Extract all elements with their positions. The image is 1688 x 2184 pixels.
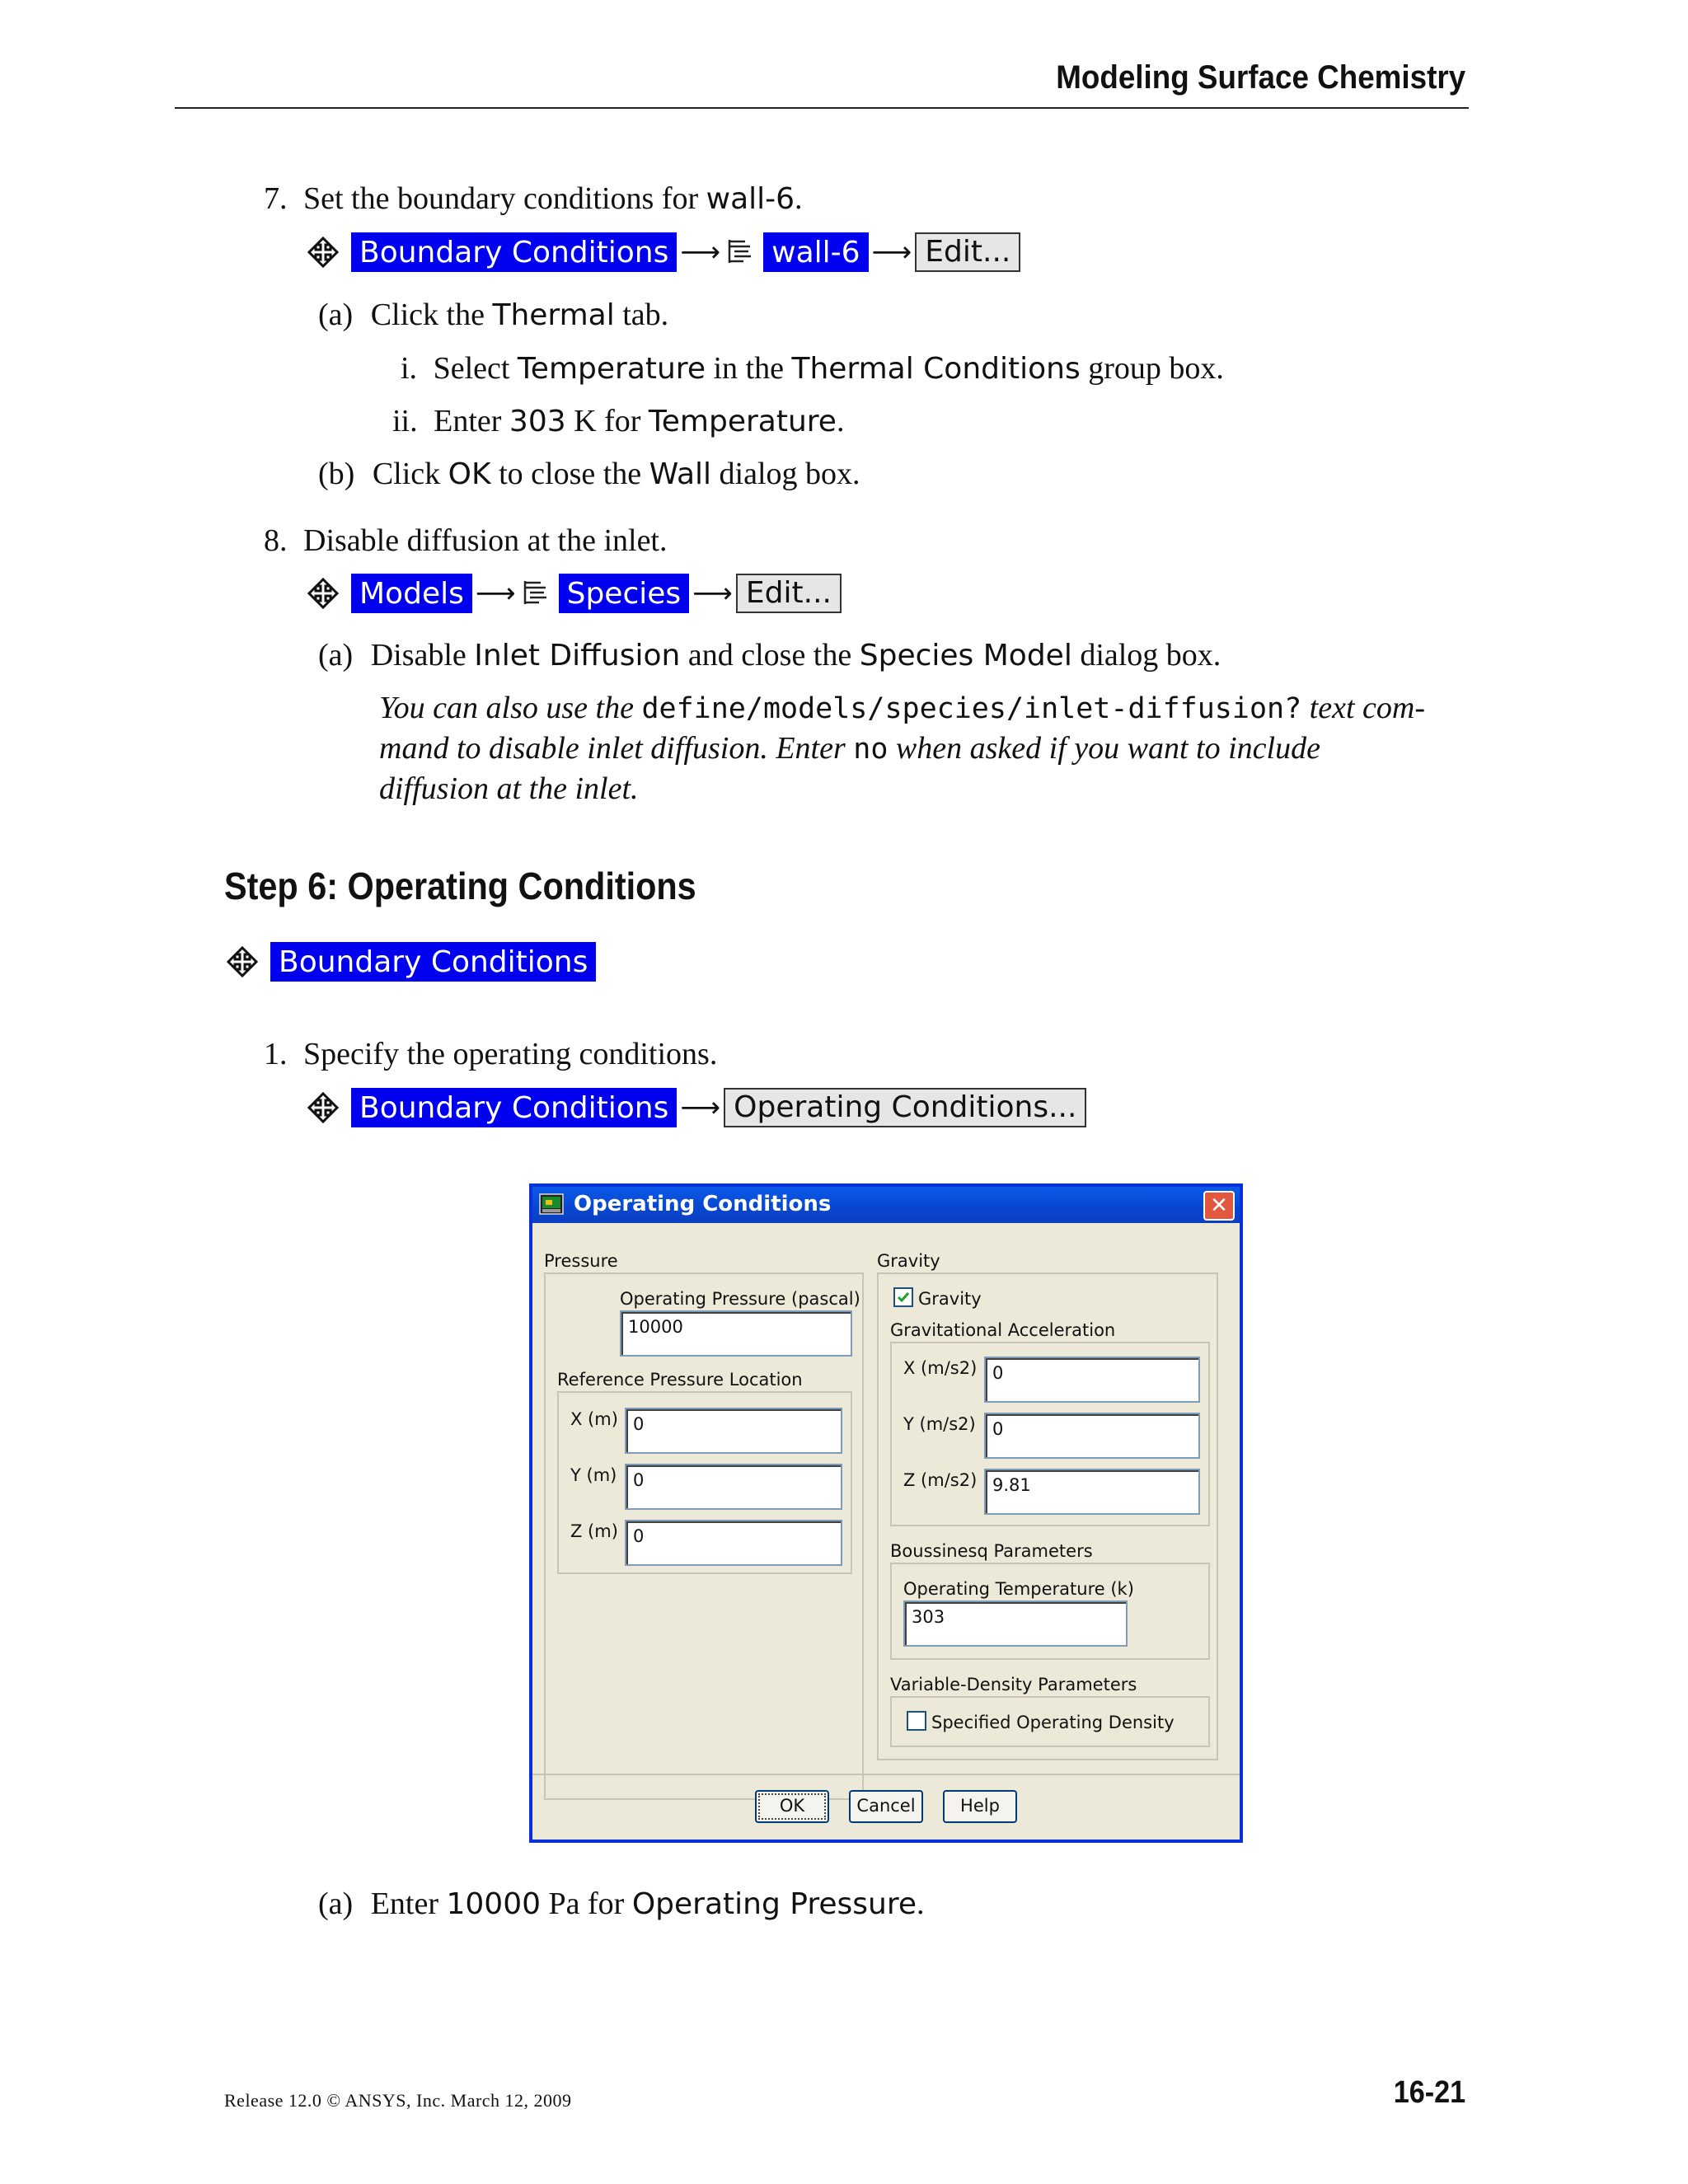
step8-a-t3: and close the — [680, 638, 860, 673]
button-separator — [532, 1774, 1240, 1775]
step1-nav — [307, 1086, 1086, 1129]
step1-text: Specify the operating conditions. — [303, 1037, 718, 1071]
ref-x-input[interactable]: 0 — [625, 1408, 842, 1454]
step1-a-value: 10000 — [446, 1887, 542, 1921]
step7-line — [264, 179, 803, 219]
wall-6-item[interactable]: wall-6 — [763, 232, 868, 272]
temperature-ref: Temperature — [517, 352, 706, 386]
step7-b-t5: dialog box. — [711, 457, 860, 491]
note-line-2 — [379, 729, 1320, 769]
step6-nav — [226, 940, 596, 983]
edit-button[interactable]: Edit... — [915, 232, 1020, 272]
dialog-title: Operating Conditions — [574, 1192, 832, 1216]
footer-release: Release 12.0 © ANSYS, Inc. March 12, 2009 — [224, 2090, 572, 2111]
boundary-conditions-button[interactable]: Boundary Conditions — [351, 1088, 677, 1127]
ok-button[interactable]: OK — [755, 1790, 829, 1823]
step7-ii-t3: K for — [565, 404, 649, 438]
step1-a — [318, 1884, 924, 1924]
step1-line — [264, 1034, 717, 1074]
page-header-title: Modeling Surface Chemistry — [1056, 59, 1465, 96]
step7-b-t3: to close the — [490, 457, 649, 491]
gravity-checkbox-label[interactable]: Gravity — [918, 1289, 982, 1309]
step7-a-t3: tab. — [614, 298, 669, 332]
step7-i-t5: group box. — [1080, 351, 1224, 386]
operating-temperature-label: Operating Temperature (k) — [903, 1579, 1134, 1599]
step7-i-label: i. — [401, 351, 418, 386]
step7-i-t3: in the — [705, 351, 792, 386]
tree-list-icon — [727, 238, 753, 266]
thermal-tab-ref: Thermal — [492, 298, 615, 332]
step1-a-t5: . — [916, 1886, 925, 1921]
species-item[interactable]: Species — [559, 574, 690, 613]
specified-density-checkbox[interactable] — [907, 1711, 926, 1731]
grav-x-input[interactable]: 0 — [984, 1357, 1200, 1403]
ref-x-label: X (m) — [570, 1409, 618, 1429]
nav-arrow: ⟶ — [680, 236, 721, 269]
close-icon[interactable]: ✕ — [1203, 1191, 1235, 1221]
nav-arrow: ⟶ — [692, 577, 733, 610]
step8-line — [264, 521, 668, 560]
move-arrows-icon — [307, 577, 340, 610]
step8-text: Disable diffusion at the inlet. — [303, 523, 668, 558]
step7-a-label: (a) — [318, 298, 354, 332]
step7-ii-t1: Enter — [434, 404, 509, 438]
wall-ref: Wall — [649, 457, 712, 491]
note-text: mand to disable inlet diffusion. Enter — [379, 731, 854, 766]
grav-z-label: Z (m/s2) — [903, 1470, 978, 1490]
section-heading: Step 6: Operating Conditions — [224, 865, 696, 907]
step7-ii-t5: . — [836, 404, 845, 438]
move-arrows-icon — [307, 236, 340, 269]
inlet-diffusion-ref: Inlet Diffusion — [474, 639, 681, 673]
operating-pressure-input[interactable]: 10000 — [620, 1310, 852, 1357]
dialog-titlebar[interactable] — [532, 1187, 1240, 1223]
boundary-conditions-button[interactable]: Boundary Conditions — [270, 942, 596, 982]
ref-y-input[interactable]: 0 — [625, 1464, 842, 1510]
grav-y-label: Y (m/s2) — [903, 1414, 976, 1434]
grav-z-input[interactable]: 9.81 — [984, 1469, 1200, 1515]
step7-ii-value: 303 — [509, 405, 566, 438]
models-button[interactable]: Models — [351, 574, 472, 613]
step7-b-t1: Click — [372, 457, 448, 491]
specified-density-label[interactable]: Specified Operating Density — [931, 1713, 1175, 1732]
step7-target: wall-6 — [706, 182, 795, 216]
ref-z-input[interactable]: 0 — [625, 1520, 842, 1566]
note-command: no — [853, 733, 889, 766]
step7-b — [318, 454, 860, 494]
operating-pressure-label: Operating Pressure (pascal) — [620, 1289, 860, 1309]
step7-number: 7. — [264, 181, 288, 216]
step7-b-label: (b) — [318, 457, 355, 491]
step7-a-t1: Click the — [370, 298, 493, 332]
note-text: text com- — [1301, 691, 1425, 725]
fluent-app-icon — [539, 1193, 564, 1215]
nav-arrow: ⟶ — [475, 577, 516, 610]
boussinesq-label: Boussinesq Parameters — [890, 1541, 1093, 1561]
step7-end: . — [795, 181, 803, 216]
step7-text: Set the boundary conditions for — [303, 181, 706, 216]
step1-number: 1. — [264, 1037, 288, 1071]
temperature-ref: Temperature — [648, 405, 837, 438]
tree-list-icon — [523, 579, 549, 607]
note-line-3: diffusion at the inlet. — [379, 771, 639, 806]
step1-a-label: (a) — [318, 1886, 354, 1921]
ref-y-label: Y (m) — [570, 1465, 617, 1485]
ok-ref: OK — [448, 457, 491, 491]
edit-button[interactable]: Edit... — [736, 574, 842, 613]
note-command: define/models/species/inlet-diffusion? — [641, 692, 1302, 725]
step7-ii-label: ii. — [392, 404, 418, 438]
step7-i-t1: Select — [433, 351, 518, 386]
note-text: when asked if you want to include — [888, 731, 1320, 766]
variable-density-label: Variable-Density Parameters — [890, 1675, 1137, 1694]
header-rule — [175, 107, 1469, 109]
step7-nav — [307, 231, 1020, 274]
step7-ii — [392, 401, 844, 442]
page-number: 16-21 — [1393, 2075, 1465, 2110]
boundary-conditions-button[interactable]: Boundary Conditions — [351, 232, 677, 272]
grav-y-input[interactable]: 0 — [984, 1413, 1200, 1459]
step8-number: 8. — [264, 523, 288, 558]
nav-arrow: ⟶ — [871, 236, 912, 269]
move-arrows-icon — [307, 1091, 340, 1124]
step8-a-t5: dialog box. — [1071, 638, 1221, 673]
reference-pressure-label: Reference Pressure Location — [557, 1370, 803, 1390]
checkmark-icon — [895, 1289, 912, 1305]
step1-a-t1: Enter — [370, 1886, 447, 1921]
grav-x-label: X (m/s2) — [903, 1358, 978, 1378]
cancel-button[interactable]: Cancel — [849, 1790, 923, 1823]
operating-pressure-ref: Operating Pressure — [631, 1887, 917, 1921]
species-model-ref: Species Model — [859, 639, 1072, 673]
operating-temperature-input[interactable]: 303 — [903, 1601, 1128, 1647]
step7-a — [318, 295, 668, 335]
gravity-group-label: Gravity — [877, 1251, 940, 1271]
operating-conditions-dialog — [529, 1183, 1243, 1843]
pressure-group-label: Pressure — [544, 1251, 618, 1271]
ref-z-label: Z (m) — [570, 1521, 618, 1541]
thermal-conditions-ref: Thermal Conditions — [791, 352, 1081, 386]
nav-arrow: ⟶ — [680, 1091, 721, 1124]
step7-i — [401, 349, 1224, 389]
note-text: You can also use the — [379, 691, 642, 725]
step8-a-t1: Disable — [370, 638, 475, 673]
step8-a — [318, 635, 1221, 676]
gravity-checkbox[interactable] — [893, 1287, 913, 1307]
help-button[interactable]: Help — [943, 1790, 1017, 1823]
note-line-1 — [379, 688, 1425, 729]
operating-conditions-button[interactable]: Operating Conditions... — [724, 1088, 1086, 1127]
step8-a-label: (a) — [318, 638, 354, 673]
move-arrows-icon — [226, 945, 259, 978]
step1-a-t3: Pa for — [541, 1886, 632, 1921]
gravitational-acceleration-label: Gravitational Acceleration — [890, 1320, 1116, 1340]
step8-nav — [307, 572, 842, 615]
